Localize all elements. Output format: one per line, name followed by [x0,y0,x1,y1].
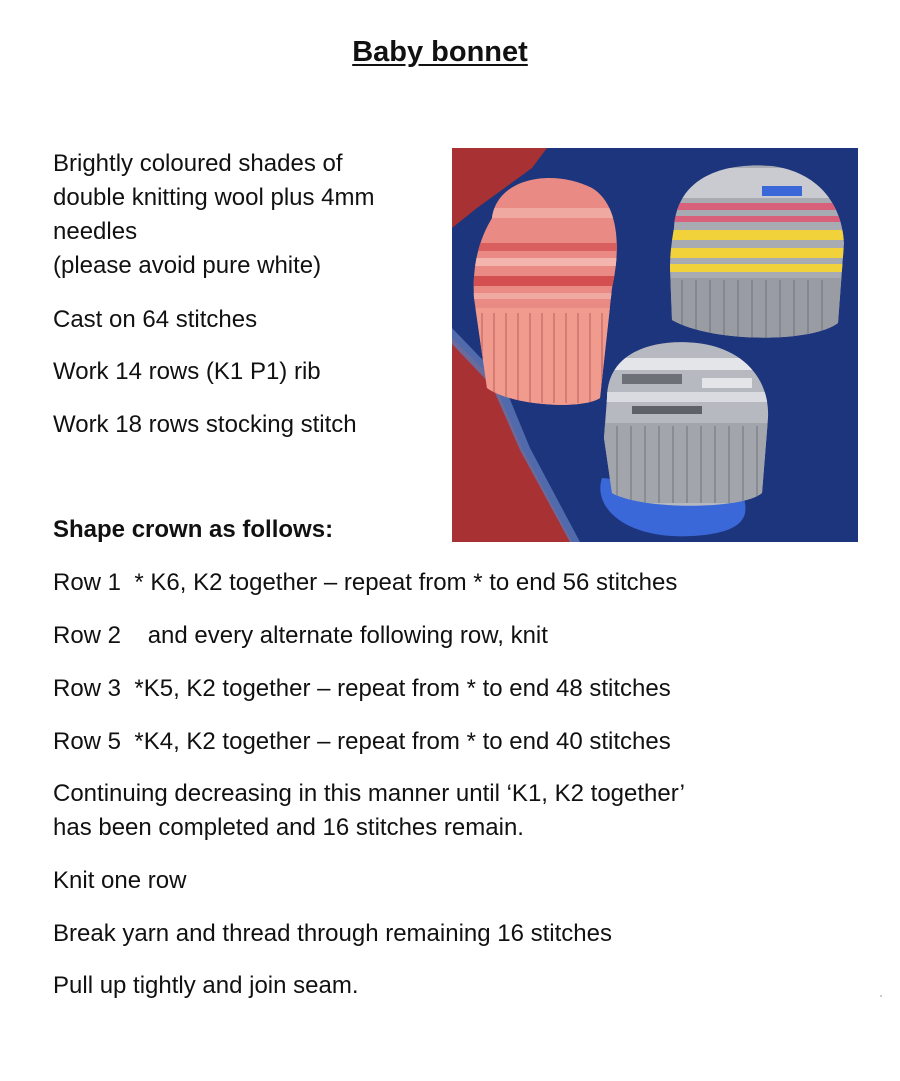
continuing-line-1: Continuing decreasing in this manner until ‘K1, K2 together’ [53,780,685,807]
row-5-instruction [53,725,671,759]
materials-line-4: (please avoid pure white) [53,252,322,279]
materials-line-2: double knitting wool plus 4mm [53,184,375,211]
scan-speck [880,995,882,997]
shape-crown-heading: Shape crown as follows: [53,516,334,543]
row-3-instruction [53,672,671,706]
knit-one-row-instruction: Knit one row [53,867,187,894]
page-title: Baby bonnet [352,36,528,68]
row-5-text: *K4, K2 together – repeat from * to end 40 stitches [134,728,671,755]
break-yarn-instruction: Break yarn and thread through remaining 16 stitches [53,920,612,947]
stocking-stitch-instruction: Work 18 rows stocking stitch [53,411,357,438]
continuing-line-2: has been completed and 16 stitches remain. [53,814,524,841]
cast-on-instruction: Cast on 64 stitches [53,306,258,333]
row-3-text: *K5, K2 together – repeat from * to end 48 stitches [134,675,671,702]
rib-instruction: Work 14 rows (K1 P1) rib [53,358,321,385]
row-5-label: Row 5 [53,728,122,755]
row-2-text: and every alternate following row, knit [147,622,548,649]
bonnets-photo [452,148,858,542]
pull-up-instruction: Pull up tightly and join seam. [53,972,359,999]
row-1-text: * K6, K2 together – repeat from * to end 56 stitches [134,569,678,596]
materials-line-3: needles [53,218,138,245]
row-3-label: Row 3 [53,675,122,702]
row-2-instruction [53,619,548,653]
row-2-label: Row 2 [53,622,122,649]
materials-line-1: Brightly coloured shades of [53,150,343,177]
row-1-label: Row 1 [53,569,122,596]
row-1-instruction [53,566,677,600]
